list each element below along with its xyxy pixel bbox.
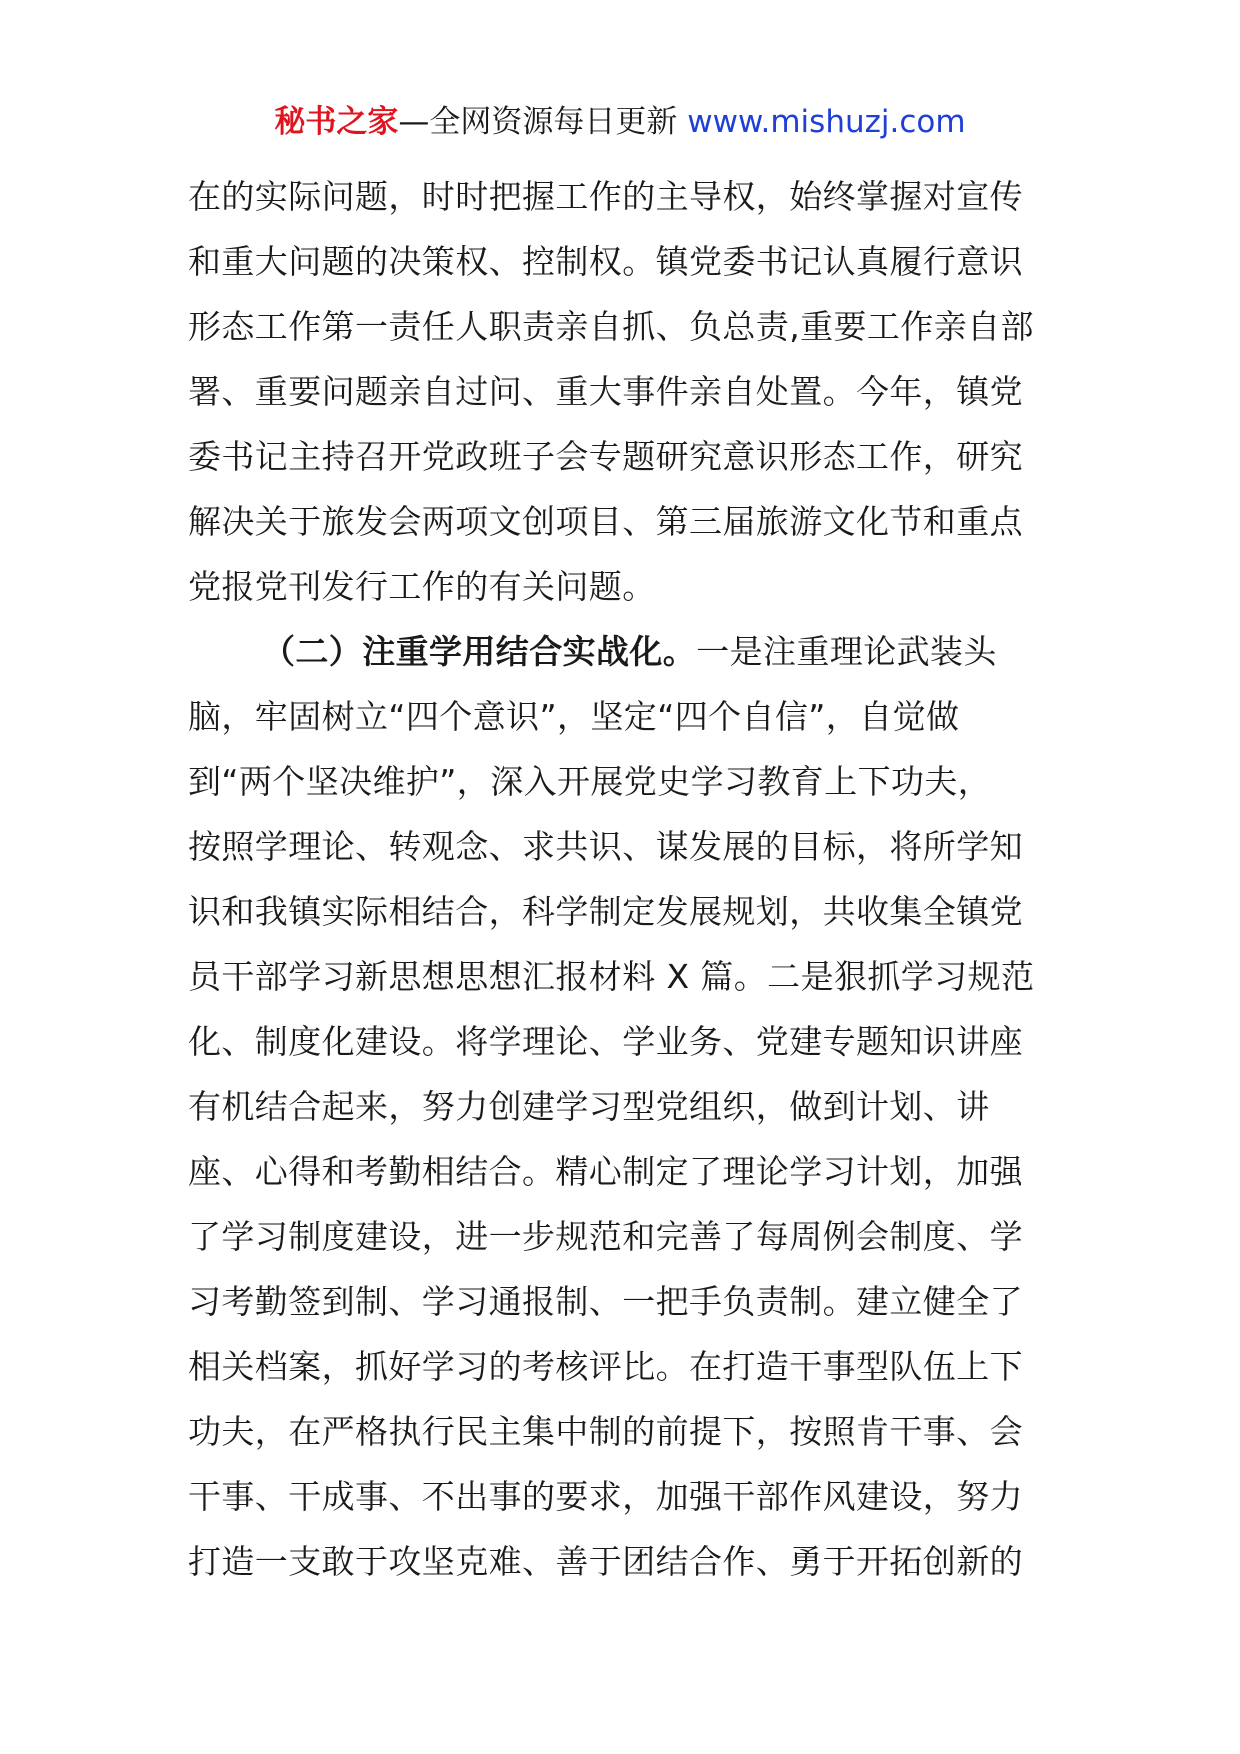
paragraph-2 xyxy=(188,619,1054,1594)
text-line: 习考勤签到制、学习通报制、一把手负责制。建立健全了 xyxy=(188,1282,1023,1321)
paragraph-first-line xyxy=(188,619,1054,684)
text-line: 功夫，在严格执行民主集中制的前提下，按照肯干事、会 xyxy=(188,1412,1023,1451)
header-url-link[interactable]: www.mishuzj.com xyxy=(687,104,966,140)
text-line: 形态工作第一责任人职责亲自抓、负总责,重要工作亲自部 xyxy=(188,307,1034,346)
text-line: 化、制度化建设。将学理论、学业务、党建专题知识讲座 xyxy=(188,1022,1023,1061)
paragraph-1 xyxy=(188,164,1054,619)
text-line: 党报党刊发行工作的有关问题。 xyxy=(188,567,656,606)
text-line: 委书记主持召开党政班子会专题研究意识形态工作，研究 xyxy=(188,437,1023,476)
text-line: 按照学理论、转观念、求共识、谋发展的目标，将所学知 xyxy=(188,827,1023,866)
text-line: 座、心得和考勤相结合。精心制定了理论学习计划，加强 xyxy=(188,1152,1023,1191)
text-line: 了学习制度建设，进一步规范和完善了每周例会制度、学 xyxy=(188,1217,1023,1256)
text-line: 有机结合起来，努力创建学习型党组织，做到计划、讲 xyxy=(188,1087,990,1126)
text-line: 识和我镇实际相结合，科学制定发展规划，共收集全镇党 xyxy=(188,892,1023,931)
text-line: 脑，牢固树立“四个意识”，坚定“四个自信”，自觉做 xyxy=(188,697,960,736)
text-line: 署、重要问题亲自过问、重大事件亲自处置。今年，镇党 xyxy=(188,372,1023,411)
text-line: 相关档案，抓好学习的考核评比。在打造干事型队伍上下 xyxy=(188,1347,1023,1386)
brand-name: 秘书之家 xyxy=(274,104,399,140)
text-line: 员干部学习新思想思想汇报材料 X 篇。二是狠抓学习规范 xyxy=(188,957,1035,996)
text-line: 在的实际问题，时时把握工作的主导权，始终掌握对宣传 xyxy=(188,177,1023,216)
header-tagline: —全网资源每日更新 xyxy=(398,104,678,140)
text-line: 解决关于旅发会两项文创项目、第三届旅游文化节和重点 xyxy=(188,502,1023,541)
text-line: 打造一支敢于攻坚克难、善于团结合作、勇于开拓创新的 xyxy=(188,1542,1023,1581)
page-header xyxy=(0,100,1240,144)
text-line: 干事、干成事、不出事的要求，加强干部作风建设，努力 xyxy=(188,1477,1023,1516)
text-run: 一是注重理论武装头 xyxy=(696,632,997,671)
text-line: 和重大问题的决策权、控制权。镇党委书记认真履行意识 xyxy=(188,242,1023,281)
text-line: 到“两个坚决维护”，深入开展党史学习教育上下功夫， xyxy=(188,762,992,801)
section-heading: （二）注重学用结合实战化。 xyxy=(262,632,697,671)
document-body xyxy=(188,164,1054,1594)
